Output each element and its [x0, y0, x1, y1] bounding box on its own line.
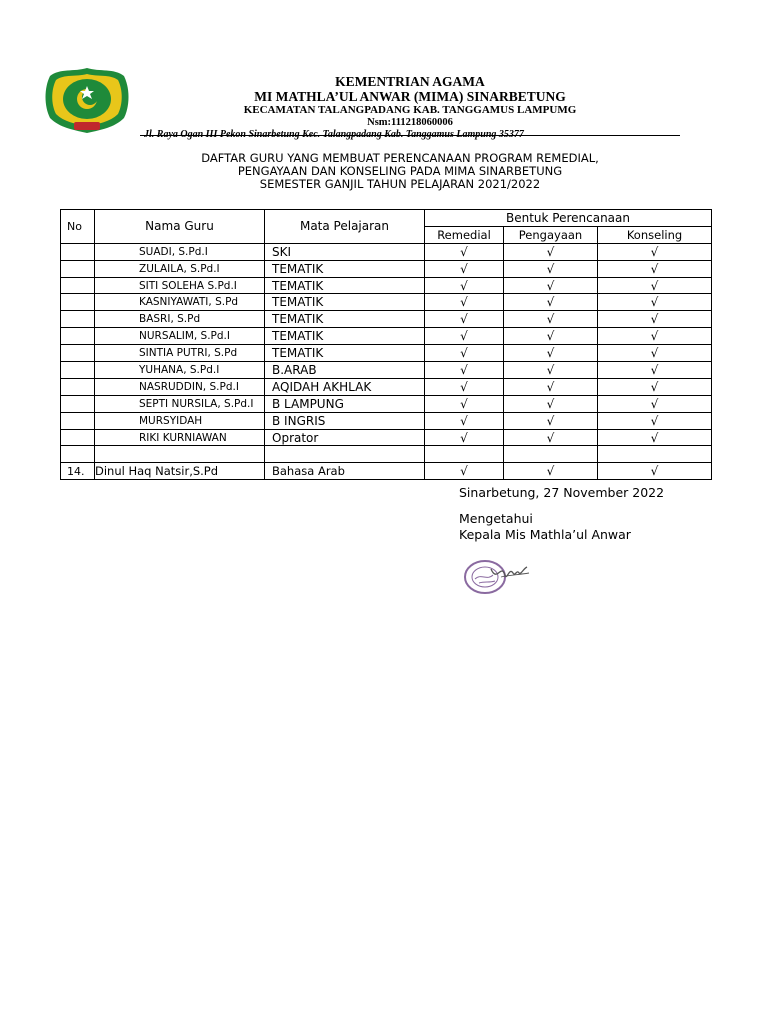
row-pengayaan-check: √ [504, 395, 598, 412]
row-remedial-check: √ [425, 395, 504, 412]
header-mapel: Mata Pelajaran [265, 210, 425, 244]
row-no [61, 429, 95, 446]
row-nama: SEPTI NURSILA, S.Pd.I [95, 395, 265, 412]
row-pengayaan-check: √ [504, 294, 598, 311]
row-nama: RIKI KURNIAWAN [95, 429, 265, 446]
row-mapel: B LAMPUNG [265, 395, 425, 412]
row-remedial-check: √ [425, 311, 504, 328]
document-title [100, 152, 700, 191]
row-konseling-check: √ [598, 395, 712, 412]
row-konseling-check: √ [598, 294, 712, 311]
row-pengayaan-check: √ [504, 311, 598, 328]
header-bentuk: Bentuk Perencanaan [425, 210, 712, 227]
row-konseling-check: √ [598, 362, 712, 379]
ministry-name: KEMENTRIAN AGAMA [335, 74, 485, 89]
row-pengayaan-check: √ [504, 260, 598, 277]
row-nama: NASRUDDIN, S.Pd.I [95, 378, 265, 395]
row-pengayaan-check: √ [504, 345, 598, 362]
row-remedial-check: √ [425, 429, 504, 446]
row-no: 14. [61, 463, 95, 480]
row-remedial-check: √ [425, 345, 504, 362]
row-pengayaan-check: √ [504, 243, 598, 260]
row-nama: Dinul Haq Natsir,S.Pd [95, 463, 265, 480]
table-row [61, 260, 712, 277]
row-nama: YUHANA, S.Pd.I [95, 362, 265, 379]
table-row [61, 294, 712, 311]
table-row [61, 395, 712, 412]
nsm-line: Nsm:111218060006 [367, 117, 453, 128]
row-no [61, 412, 95, 429]
row-konseling-check: √ [598, 311, 712, 328]
teacher-table [60, 209, 712, 480]
letterhead-divider [140, 135, 680, 136]
table-row-last [61, 463, 712, 480]
table-header-row [61, 210, 712, 227]
row-konseling-check: √ [598, 328, 712, 345]
row-konseling-check: √ [598, 260, 712, 277]
row-pengayaan-check: √ [504, 277, 598, 294]
signature-block [459, 485, 664, 543]
row-mapel: AQIDAH AKHLAK [265, 378, 425, 395]
row-remedial-check: √ [425, 378, 504, 395]
row-nama: MURSYIDAH [95, 412, 265, 429]
place-date: Sinarbetung, 27 November 2022 [459, 485, 665, 500]
row-no [61, 362, 95, 379]
row-remedial-check: √ [425, 412, 504, 429]
row-remedial-check: √ [425, 362, 504, 379]
row-mapel: TEMATIK [265, 260, 425, 277]
table-row [61, 328, 712, 345]
row-no [61, 294, 95, 311]
row-konseling-check: √ [598, 378, 712, 395]
table-row [61, 378, 712, 395]
row-remedial-check: √ [425, 328, 504, 345]
row-no [61, 277, 95, 294]
row-konseling-check: √ [598, 463, 712, 480]
header-no: No [61, 210, 95, 244]
letterhead [140, 74, 680, 141]
row-mapel: B INGRIS [265, 412, 425, 429]
row-mapel: TEMATIK [265, 345, 425, 362]
mengetahui-label: Mengetahui [459, 511, 533, 526]
row-mapel: SKI [265, 243, 425, 260]
headmaster-title: Kepala Mis Mathla’ul Anwar [459, 527, 631, 542]
row-no [61, 260, 95, 277]
row-pengayaan-check: √ [504, 328, 598, 345]
row-mapel: TEMATIK [265, 328, 425, 345]
district-line: KECAMATAN TALANGPADANG KAB. TANGGAMUS LAMPUMG [243, 104, 577, 116]
title-line-1: DAFTAR GURU YANG MEMBUAT PERENCANAAN PROGRAM REMEDIAL, [201, 151, 599, 165]
row-mapel: TEMATIK [265, 294, 425, 311]
row-pengayaan-check: √ [504, 412, 598, 429]
table-row [61, 429, 712, 446]
row-konseling-check: √ [598, 429, 712, 446]
row-remedial-check: √ [425, 243, 504, 260]
header-konseling: Konseling [598, 226, 712, 243]
title-line-3: SEMESTER GANJIL TAHUN PELAJARAN 2021/2022 [259, 177, 541, 191]
row-no [61, 345, 95, 362]
row-konseling-check: √ [598, 243, 712, 260]
school-name: MI MATHLA’UL ANWAR (MIMA) SINARBETUNG [254, 89, 566, 104]
row-nama: BASRI, S.Pd [95, 311, 265, 328]
row-no [61, 378, 95, 395]
row-no [61, 311, 95, 328]
row-mapel: TEMATIK [265, 311, 425, 328]
row-nama: SINTIA PUTRI, S.Pd [95, 345, 265, 362]
row-mapel: Bahasa Arab [265, 463, 425, 480]
stamp-signature-image [461, 555, 533, 599]
row-pengayaan-check: √ [504, 378, 598, 395]
row-mapel: TEMATIK [265, 277, 425, 294]
row-no [61, 243, 95, 260]
table-row [61, 362, 712, 379]
header-pengayaan: Pengayaan [504, 226, 598, 243]
table-row [61, 311, 712, 328]
row-remedial-check: √ [425, 277, 504, 294]
address-line: Jl. Raya Ogan III Pekon Sinarbetung Kec. Talangpadang Kab. Tanggamus Lampung 35377 [144, 129, 524, 140]
row-nama: NURSALIM, S.Pd.I [95, 328, 265, 345]
table-row [61, 243, 712, 260]
row-mapel: B.ARAB [265, 362, 425, 379]
row-nama: SUADI, S.Pd.I [95, 243, 265, 260]
table-body [61, 243, 712, 446]
school-logo [44, 66, 130, 134]
table-row [61, 345, 712, 362]
row-no [61, 328, 95, 345]
title-line-2: PENGAYAAN DAN KONSELING PADA MIMA SINARBETUNG [237, 164, 563, 178]
row-pengayaan-check: √ [504, 362, 598, 379]
row-konseling-check: √ [598, 345, 712, 362]
row-konseling-check: √ [598, 412, 712, 429]
table-row [61, 277, 712, 294]
row-remedial-check: √ [425, 463, 504, 480]
row-konseling-check: √ [598, 277, 712, 294]
header-remedial: Remedial [425, 226, 504, 243]
table-row [61, 412, 712, 429]
table-row-empty [61, 446, 712, 463]
row-pengayaan-check: √ [504, 463, 598, 480]
row-nama: ZULAILA, S.Pd.I [95, 260, 265, 277]
row-remedial-check: √ [425, 294, 504, 311]
row-nama: KASNIYAWATI, S.Pd [95, 294, 265, 311]
row-nama: SITI SOLEHA S.Pd.I [95, 277, 265, 294]
row-no [61, 395, 95, 412]
row-remedial-check: √ [425, 260, 504, 277]
header-nama: Nama Guru [95, 210, 265, 244]
row-mapel: Oprator [265, 429, 425, 446]
row-pengayaan-check: √ [504, 429, 598, 446]
